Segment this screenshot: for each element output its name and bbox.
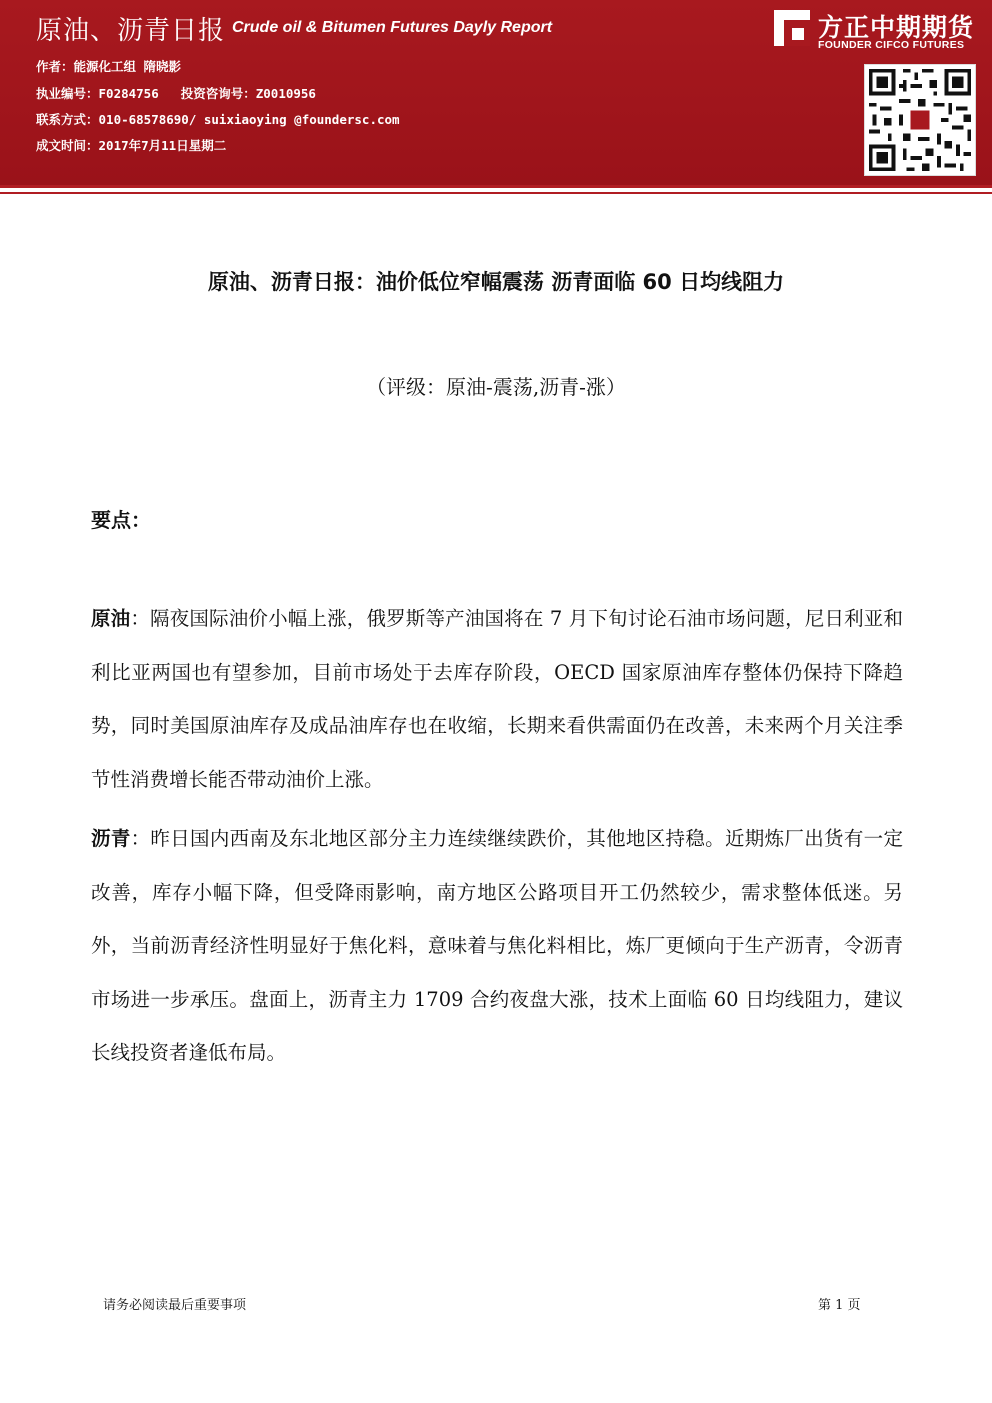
author-value: 能源化工组 隋晓影 [73, 59, 182, 74]
crude-text: ：隔夜国际油价小幅上涨，俄罗斯等产油国将在 7 月下旬讨论石油市场问题，尼日利亚和利比亚两国也有望参加，目前市场处于去库存阶段，OECD 国家原油库存整体仍保持下降趋势，同时美国原油库存及成品油库存也在收缩，长期来看供需面仍在改善，未来两个月关注季节性消费增长能否带动油价上涨。 [91, 607, 903, 791]
consult-value: Z0010956 [255, 86, 316, 101]
consult-label: 投资咨询号： [180, 86, 256, 101]
crude-paragraph [91, 592, 903, 806]
bitumen-paragraph [91, 812, 903, 1080]
footer-notice: 请务必阅读最后重要事项 [103, 1298, 247, 1313]
author-label: 作者： [36, 59, 74, 74]
keypoints-heading: 要点： [91, 508, 151, 532]
qr-code-icon [864, 64, 976, 176]
company-logo [772, 8, 984, 56]
license-line [36, 84, 316, 102]
header-rule-thick [0, 185, 992, 188]
logo-mark-icon [772, 8, 812, 48]
contact-value: 010-68578690/ suixiaoying @foundersc.com [98, 112, 400, 127]
bitumen-text: ：昨日国内西南及东北地区部分主力连续继续跌价，其他地区持稳。近期炼厂出货有一定改善，库存小幅下降，但受降雨影响，南方地区公路项目开工仍然较少，需求整体低迷。另外，当前沥青经济性明显好于焦化料，意味着与焦化料相比，炼厂更倾向于生产沥青，令沥青市场进一步承压。盘面上，沥青主力 1709 合约夜盘大涨，技术上面临 60 日均线阻力，建议长线投资者逢低布局。 [91, 827, 903, 1065]
document-title: 原油、沥青日报：油价低位窄幅震荡 沥青面临 60 日均线阻力 [207, 270, 785, 294]
date-label: 成文时间： [36, 138, 99, 153]
crude-lead: 原油 [91, 607, 131, 630]
date-value: 2017年7月11日星期二 [98, 138, 227, 153]
contact-label: 联系方式： [36, 112, 99, 127]
rating-line: （评级：原油-震荡,沥青-涨） [366, 375, 626, 399]
contact-line [36, 110, 400, 128]
report-title-en: Crude oil & Bitumen Futures Dayly Report [232, 19, 553, 36]
header-banner [0, 0, 992, 185]
bitumen-lead: 沥青 [91, 827, 131, 850]
footer-page-number: 第 1 页 [818, 1298, 861, 1313]
report-title-cn: 原油、沥青日报 [36, 16, 226, 46]
license-label: 执业编号： [36, 86, 99, 101]
author-line [36, 57, 181, 75]
logo-subtitle: FOUNDER CIFCO FUTURES [818, 39, 965, 51]
logo-name: 方正中期期货 [818, 13, 975, 42]
license-value: F0284756 [98, 86, 159, 101]
date-line [36, 136, 226, 154]
header-rule-thin [0, 192, 992, 194]
